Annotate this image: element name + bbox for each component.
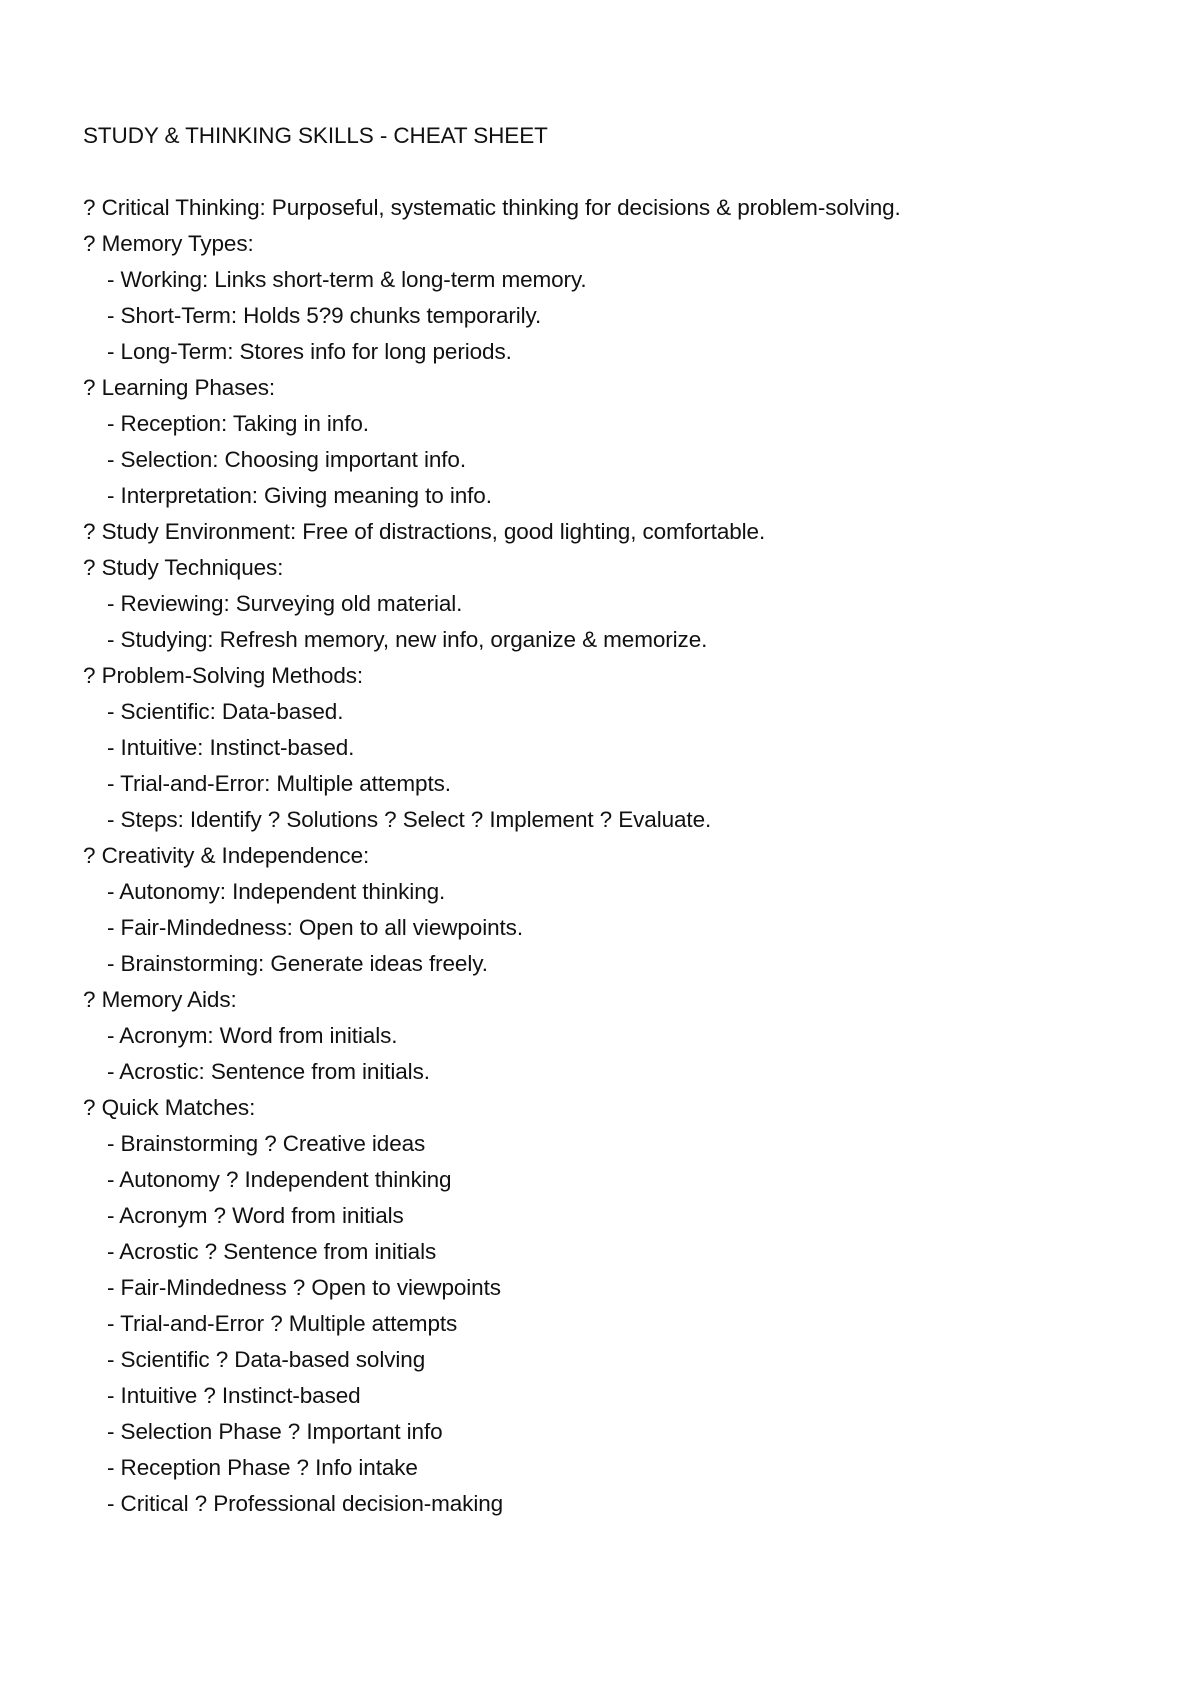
list-subitem: - Brainstorming ? Creative ideas <box>107 1131 426 1156</box>
list-subitem: - Reception: Taking in info. <box>107 411 369 436</box>
list-subitem: - Brainstorming: Generate ideas freely. <box>107 951 488 976</box>
list-item: ? Study Environment: Free of distractions, good lighting, comfortable. <box>83 519 766 544</box>
list-item: ? Memory Aids: <box>83 987 237 1012</box>
list-subitem: - Fair-Mindedness: Open to all viewpoints. <box>107 915 523 940</box>
list-item: ? Study Techniques: <box>83 555 284 580</box>
list-subitem: - Critical ? Professional decision-making <box>107 1491 504 1516</box>
list-subitem: - Working: Links short-term & long-term memory. <box>107 267 587 292</box>
list-item: ? Critical Thinking: Purposeful, systematic thinking for decisions & problem-solving. <box>83 195 901 220</box>
list-subitem: - Studying: Refresh memory, new info, organize & memorize. <box>107 627 708 652</box>
list-subitem: - Reviewing: Surveying old material. <box>107 591 463 616</box>
list-subitem: - Autonomy: Independent thinking. <box>107 879 446 904</box>
list-subitem: - Interpretation: Giving meaning to info. <box>107 483 492 508</box>
list-subitem: - Scientific: Data-based. <box>107 699 344 724</box>
list-subitem: - Trial-and-Error: Multiple attempts. <box>107 771 451 796</box>
list-subitem: - Scientific ? Data-based solving <box>107 1347 426 1372</box>
list-subitem: - Reception Phase ? Info intake <box>107 1455 418 1480</box>
list-subitem: - Acronym ? Word from initials <box>107 1203 404 1228</box>
list-subitem: - Fair-Mindedness ? Open to viewpoints <box>107 1275 501 1300</box>
list-item: ? Quick Matches: <box>83 1095 256 1120</box>
list-subitem: - Acrostic: Sentence from initials. <box>107 1059 430 1084</box>
list-item: ? Memory Types: <box>83 231 254 256</box>
list-subitem: - Selection: Choosing important info. <box>107 447 466 472</box>
list-subitem: - Steps: Identify ? Solutions ? Select ? Implement ? Evaluate. <box>107 807 712 832</box>
list-subitem: - Acronym: Word from initials. <box>107 1023 398 1048</box>
list-subitem: - Autonomy ? Independent thinking <box>107 1167 452 1192</box>
list-subitem: - Acrostic ? Sentence from initials <box>107 1239 437 1264</box>
list-subitem: - Trial-and-Error ? Multiple attempts <box>107 1311 458 1336</box>
list-subitem: - Short-Term: Holds 5?9 chunks temporarily. <box>107 303 542 328</box>
document-content <box>83 118 1143 1522</box>
list-subitem: - Intuitive ? Instinct-based <box>107 1383 361 1408</box>
list-item: ? Problem-Solving Methods: <box>83 663 364 688</box>
list-subitem: - Selection Phase ? Important info <box>107 1419 443 1444</box>
list-subitem: - Intuitive: Instinct-based. <box>107 735 355 760</box>
document-lines <box>83 190 1143 1522</box>
list-subitem: - Long-Term: Stores info for long periods. <box>107 339 512 364</box>
document-title: STUDY & THINKING SKILLS - CHEAT SHEET <box>83 123 548 148</box>
list-item: ? Learning Phases: <box>83 375 276 400</box>
list-item: ? Creativity & Independence: <box>83 843 370 868</box>
